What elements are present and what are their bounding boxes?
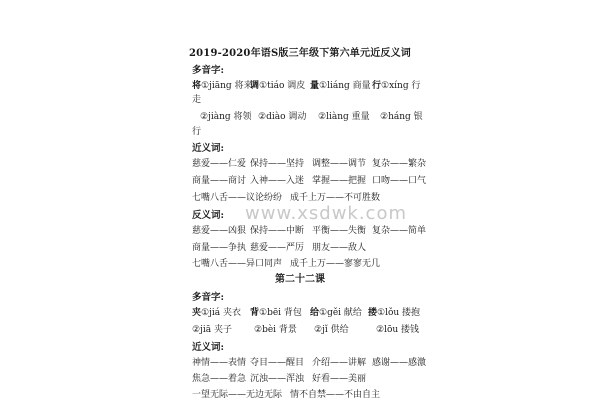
synonym-pair: 神情——表情 bbox=[192, 358, 247, 368]
polyphonic-reading: ②jiā 夹子 bbox=[192, 325, 232, 335]
synonym-pair: 掌握——把握 bbox=[312, 176, 367, 186]
polyphonic-char: 将 bbox=[192, 81, 202, 91]
polyphonic-reading: ②jǐ 供给 bbox=[314, 325, 349, 335]
antonym-pair: 复杂——简单 bbox=[372, 226, 427, 236]
synonym-pair: 好看——美丽 bbox=[312, 374, 367, 384]
synonym-pair: 入神——入迷 bbox=[250, 176, 305, 186]
antonym-pair: 慈爱——严厉 bbox=[250, 243, 305, 253]
document-title: 2019-2020年语S版三年级下第六单元近反义词 bbox=[188, 48, 412, 59]
polyphonic-reading: ②diào 调动 bbox=[258, 112, 307, 122]
polyphonic-reading: ①liáng 商量 bbox=[319, 81, 371, 91]
polyphonic-char: 夹 bbox=[192, 308, 202, 318]
antonym-pair: 平衡——失衡 bbox=[312, 226, 367, 236]
polyphonic-reading: ②bèi 背景 bbox=[254, 325, 297, 335]
polyphonic-char: 搂 bbox=[368, 308, 378, 318]
polyphonic-reading: ②liàng 重量 bbox=[318, 112, 370, 122]
polyphonic-row-2-wrap: 行 bbox=[192, 127, 202, 137]
polyphonic-char: 背 bbox=[250, 308, 260, 318]
synonym-pair: 七嘴八舌——议论纷纷 bbox=[192, 193, 283, 203]
synonym-pair: 保持——坚持 bbox=[250, 159, 305, 169]
polyphonic-char: 量 bbox=[310, 81, 320, 91]
polyphonic-heading: 多音字: bbox=[192, 65, 225, 76]
polyphonic-char: 给 bbox=[310, 308, 320, 318]
synonym-pair: 沉浊——浑浊 bbox=[250, 374, 305, 384]
synonym-pair: 复杂——繁杂 bbox=[372, 159, 427, 169]
polyphonic-reading: ①gěi 献给 bbox=[319, 308, 362, 318]
synonym-pair: 感谢——感激 bbox=[372, 358, 427, 368]
lesson-polyphonic-heading: 多音字: bbox=[192, 292, 225, 303]
polyphonic-reading: ①jiá 夹衣 bbox=[201, 308, 241, 318]
lesson-title: 第二十二课 bbox=[275, 274, 325, 285]
synonym-pair: 焦急——着急 bbox=[192, 374, 247, 384]
antonyms-heading: 反义词: bbox=[192, 210, 225, 221]
antonym-pair: 朋友——敌人 bbox=[312, 243, 367, 253]
synonym-pair: 夺目——醒目 bbox=[250, 358, 305, 368]
antonym-pair: 保持——中断 bbox=[250, 226, 305, 236]
synonym-pair: 慈爱——仁爱 bbox=[192, 159, 247, 169]
polyphonic-reading: ①tiáo 调皮 bbox=[259, 81, 306, 91]
antonym-pair: 商量——争执 bbox=[192, 243, 247, 253]
synonym-pair: 商量——商讨 bbox=[192, 176, 247, 186]
synonyms-heading: 近义词: bbox=[192, 143, 225, 154]
polyphonic-reading: ①xíng 行 bbox=[381, 81, 421, 91]
polyphonic-char: 调 bbox=[250, 81, 260, 91]
polyphonic-row-1-wrap: 走 bbox=[192, 95, 202, 105]
watermark: www.xsdwk.com bbox=[245, 203, 408, 224]
antonym-pair: 成千上万——寥寥无几 bbox=[290, 259, 381, 269]
synonym-pair: 一望无际——无边无际 bbox=[192, 390, 283, 400]
polyphonic-reading: ①bēi 背包 bbox=[259, 308, 302, 318]
polyphonic-reading: ②jiàng 将领 bbox=[200, 112, 252, 122]
polyphonic-reading: ①lǒu 搂抱 bbox=[377, 308, 421, 318]
synonym-pair: 调整——调节 bbox=[312, 159, 367, 169]
synonym-pair: 成千上万——不可胜数 bbox=[290, 193, 381, 203]
synonym-pair: 介绍——讲解 bbox=[312, 358, 367, 368]
polyphonic-char: 行 bbox=[372, 81, 382, 91]
antonym-pair: 七嘴八舌——异口同声 bbox=[192, 259, 283, 269]
polyphonic-reading: ①jiāng 将来 bbox=[201, 81, 253, 91]
polyphonic-reading: ②háng 银 bbox=[380, 112, 423, 122]
synonym-pair: 情不自禁——不由自主 bbox=[290, 390, 381, 400]
synonym-pair: 口吻——口气 bbox=[372, 176, 427, 186]
polyphonic-reading: ②lōu 搂钱 bbox=[376, 325, 420, 335]
lesson-synonyms-heading: 近义词: bbox=[192, 342, 225, 353]
antonym-pair: 慈爱——凶狠 bbox=[192, 226, 247, 236]
